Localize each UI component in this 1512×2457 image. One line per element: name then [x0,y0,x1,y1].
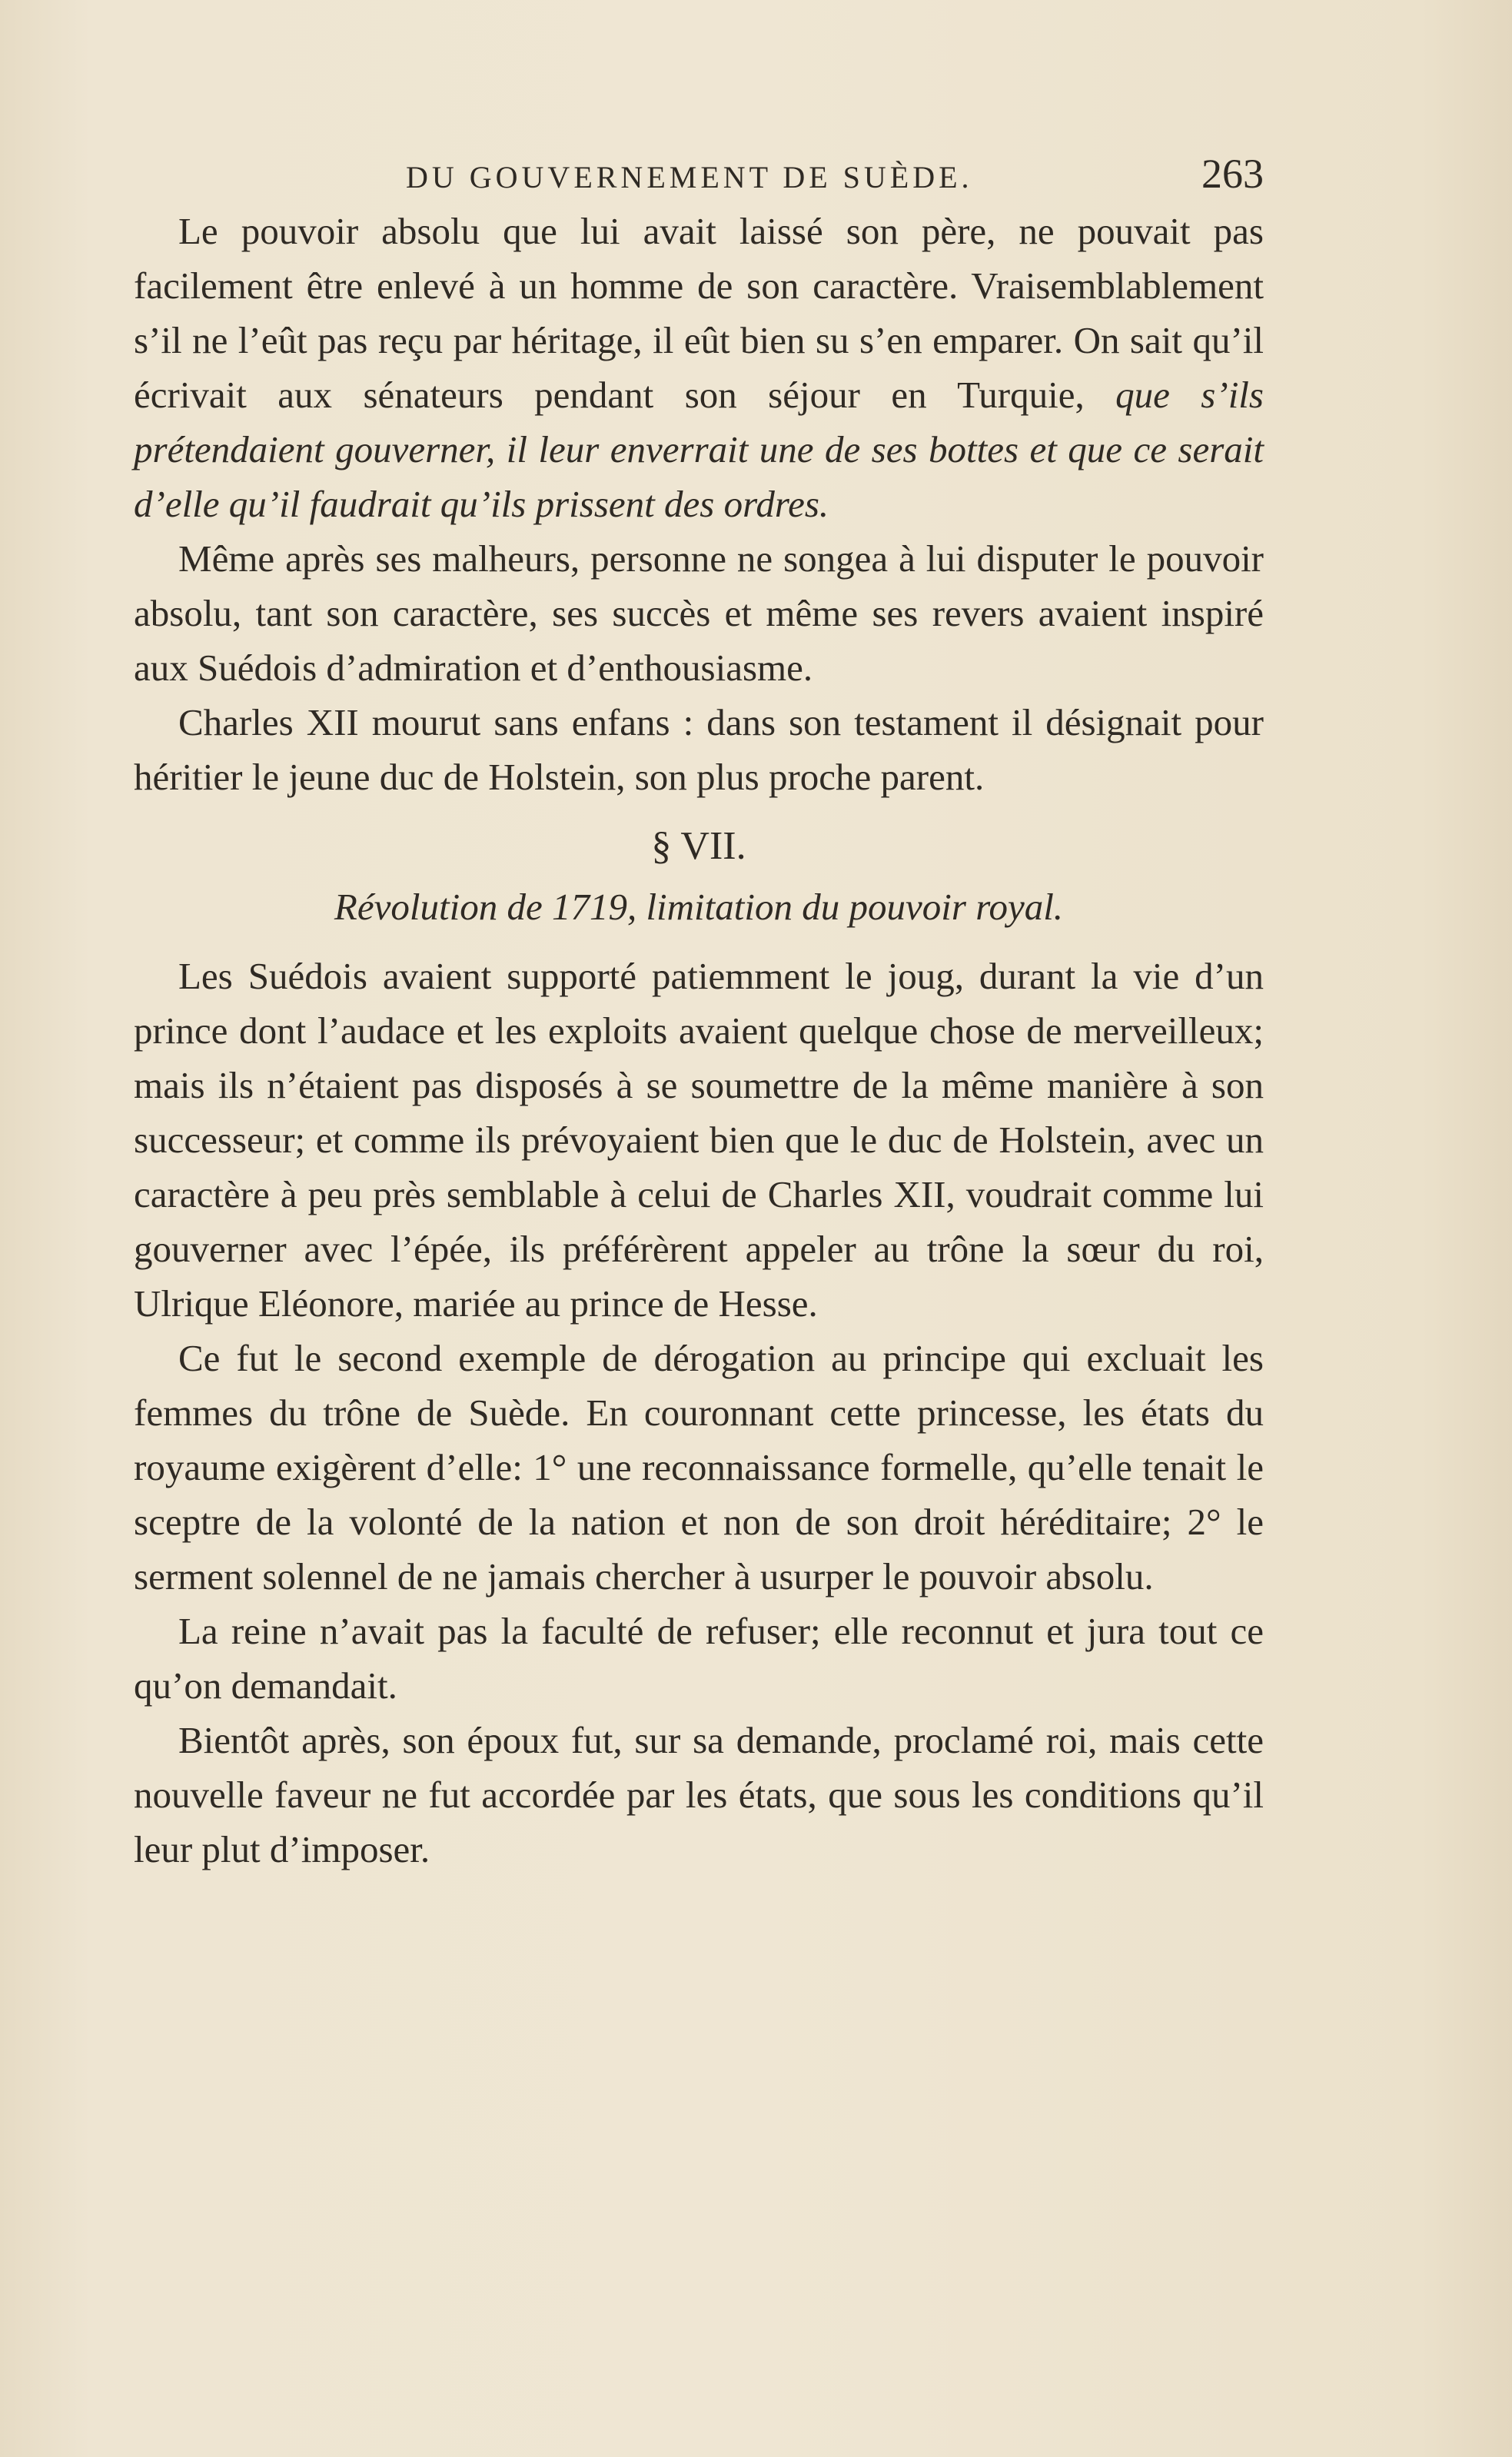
paragraph-husband-proclaimed: Bientôt après, son époux fut, sur sa demande, proclamé roi, mais cette nouvelle faveur ne fut accordée par les états, que sous les conditions qu’il leur plut d’imposer. [134,1719,1264,1870]
italic-quotation: que s’ils prétendaient gouverner, il leur enverrait une de ses bottes et que ce serait d’elle qu’il faudrait qu’ils prissent des ordres. [134,374,1264,525]
running-head [134,150,1264,204]
paragraph-text: Le pouvoir absolu que lui avait laissé son père, ne pouvait pas facilement être enlevé à un homme de son caractère. Vraisemblablement s’il ne l’eût pas reçu par héritage, il eût bien su s’en emparer. On sait qu’il écrivait aux sénateurs pendant son séjour en Turquie, [134,210,1264,416]
paragraph-queen-accepts: La reine n’avait pas la faculté de refuser; elle reconnut et jura tout ce qu’on demandait. [134,1610,1264,1707]
section-number: § VII. [651,824,746,868]
paragraph-swedes-yoke: Les Suédois avaient supporté patiemment le joug, durant la vie d’un prince dont l’audace et les exploits avaient quelque chose de merveilleux; mais ils n’étaient pas disposés à se soumettre de la même manière à son successeur; et comme ils prévoyaient bien que le duc de Holstein, avec un caractère à peu près semblable à celui de Charles XII, voudrait comme lui gouverner avec l’épée, ils préférèrent appeler au trône la sœur du roi, Ulrique Eléonore, mariée au prince de Hesse. [134,955,1264,1325]
paragraph-charles-xii-death: Charles XII mourut sans enfans : dans son testament il désignait pour héritier le jeune duc de Holstein, son plus proche parent. [134,701,1264,798]
paragraph-second-example: Ce fut le second exemple de dérogation au principe qui excluait les femmes du trône de Suède. En couronnant cette princesse, les états du royaume exigèrent d’elle: 1° une reconnaissance formelle, qu’elle tenait le sceptre de la volonté de la nation et non de son droit héréditaire; 2° le serment solennel de ne jamais chercher à usurper le pouvoir absolu. [134,1337,1264,1598]
section-title: Révolution de 1719, limitation du pouvoir royal. [334,886,1064,928]
page-number: 263 [1201,151,1264,197]
paragraph-absolute-power [134,204,1264,531]
page-content [134,150,1264,1877]
running-title: DU GOUVERNEMENT DE SUÈDE. [406,160,973,194]
paragraph-after-misfortunes: Même après ses malheurs, personne ne songea à lui disputer le pouvoir absolu, tant son caractère, ses succès et même ses revers avaient inspiré aux Suédois d’admiration et d’enthousiasme. [134,537,1264,689]
